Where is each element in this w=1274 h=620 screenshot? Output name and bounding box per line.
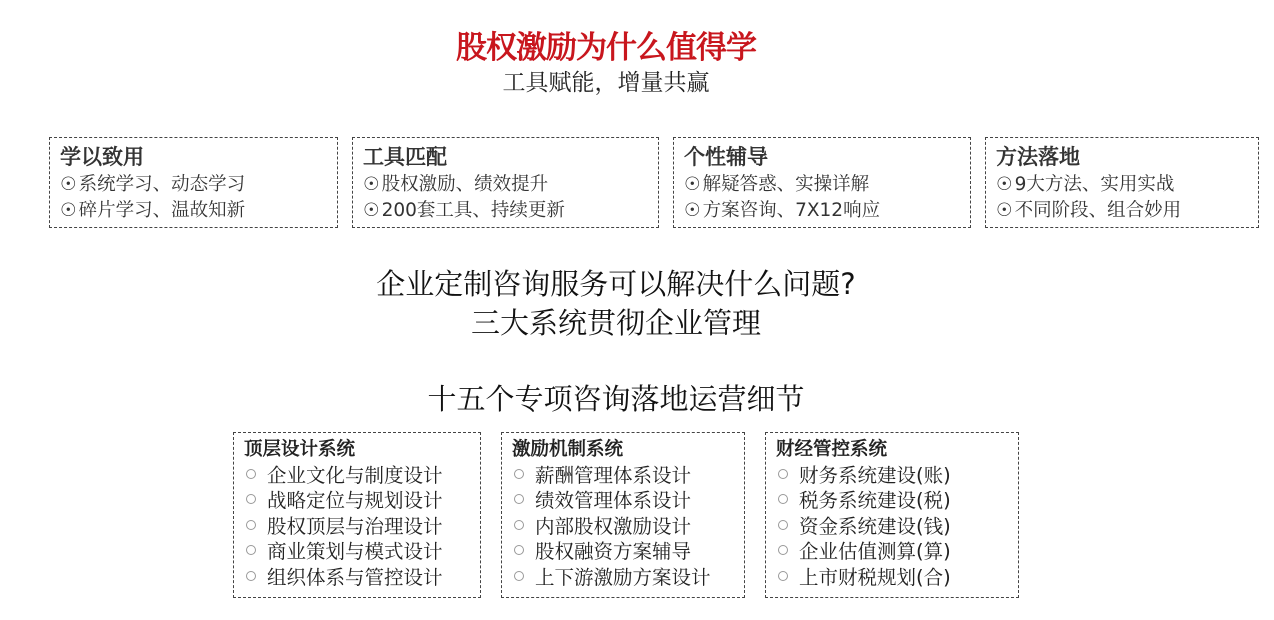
system-item — [244, 514, 470, 539]
circle-bullet-icon — [246, 494, 256, 504]
system-item-text: 股权融资方案辅导 — [535, 540, 692, 564]
feature-item-text: 系统学习、动态学习 — [78, 174, 246, 195]
system-item-text: 财务系统建设(账) — [799, 464, 951, 487]
system-title: 顶层设计系统 — [244, 439, 356, 460]
system-title: 激励机制系统 — [512, 439, 624, 460]
feature-title: 方法落地 — [996, 145, 1080, 169]
feature-item-text: 200套工具、持续更新 — [381, 200, 565, 221]
systems-heading: 三大系统贯彻企业管理 — [470, 306, 761, 340]
system-box-incentive — [501, 432, 745, 598]
feature-item-text: 不同阶段、组合妙用 — [1014, 200, 1182, 221]
system-item-text: 企业估值测算(算) — [799, 540, 951, 564]
circle-bullet-icon — [514, 469, 524, 479]
system-item — [512, 463, 734, 488]
system-item-text: 企业文化与制度设计 — [267, 464, 443, 487]
circle-bullet-icon — [514, 571, 524, 581]
feature-item — [363, 172, 648, 198]
system-item — [776, 463, 1008, 488]
feature-item-text: 方案咨询、7X12响应 — [702, 200, 881, 221]
system-item — [776, 565, 1008, 590]
page-title: 股权激励为什么值得学 — [456, 30, 756, 66]
system-item — [512, 514, 734, 539]
system-item — [244, 565, 470, 590]
feature-item-text: 碎片学习、温故知新 — [78, 200, 246, 221]
circle-bullet-icon — [778, 545, 788, 555]
circle-bullet-icon — [514, 494, 524, 504]
feature-box-methods — [985, 137, 1259, 228]
system-item-text: 薪酬管理体系设计 — [535, 464, 692, 487]
system-item-text: 战略定位与规划设计 — [267, 489, 443, 513]
feature-item-text: 股权激励、绩效提升 — [381, 174, 549, 195]
system-item-text: 上下游激励方案设计 — [535, 565, 711, 589]
system-item — [512, 488, 734, 513]
circled-dot-icon: ☉ — [684, 174, 701, 195]
system-item-text: 商业策划与模式设计 — [267, 540, 443, 564]
feature-item — [684, 198, 960, 224]
circle-bullet-icon — [246, 571, 256, 581]
feature-item-text: 9大方法、实用实战 — [1014, 174, 1175, 195]
feature-item — [684, 172, 960, 198]
circle-bullet-icon — [246, 545, 256, 555]
circle-bullet-icon — [246, 520, 256, 530]
circled-dot-icon: ☉ — [363, 200, 380, 221]
feature-item — [996, 198, 1248, 224]
feature-box-tools — [352, 137, 659, 228]
circle-bullet-icon — [514, 520, 524, 530]
system-item — [776, 514, 1008, 539]
feature-title: 工具匹配 — [363, 145, 447, 169]
feature-item — [60, 172, 327, 198]
page-subtitle: 工具赋能，增量共赢 — [502, 70, 710, 96]
system-item — [512, 565, 734, 590]
feature-title: 个性辅导 — [684, 145, 768, 169]
circled-dot-icon: ☉ — [684, 200, 701, 221]
system-item — [244, 488, 470, 513]
question-heading: 企业定制咨询服务可以解决什么问题? — [376, 267, 856, 301]
system-item-text: 绩效管理体系设计 — [535, 489, 692, 513]
feature-box-learning — [49, 137, 338, 228]
circle-bullet-icon — [778, 571, 788, 581]
circle-bullet-icon — [246, 469, 256, 479]
system-item-text: 组织体系与管控设计 — [267, 565, 443, 589]
circle-bullet-icon — [778, 520, 788, 530]
circled-dot-icon: ☉ — [60, 174, 77, 195]
circled-dot-icon: ☉ — [996, 174, 1013, 195]
system-item-text: 内部股权激励设计 — [535, 514, 692, 538]
system-item — [512, 539, 734, 564]
circled-dot-icon: ☉ — [996, 200, 1013, 221]
details-heading: 十五个专项咨询落地运营细节 — [427, 382, 805, 416]
circled-dot-icon: ☉ — [60, 200, 77, 221]
circle-bullet-icon — [778, 469, 788, 479]
system-item — [776, 539, 1008, 564]
circle-bullet-icon — [514, 545, 524, 555]
system-item — [244, 539, 470, 564]
circled-dot-icon: ☉ — [363, 174, 380, 195]
feature-item-text: 解疑答惑、实操详解 — [702, 174, 870, 195]
feature-item — [363, 198, 648, 224]
system-item-text: 上市财税规划(合) — [799, 565, 951, 589]
system-box-top-level — [233, 432, 481, 598]
system-item — [244, 463, 470, 488]
system-item — [776, 488, 1008, 513]
system-item-text: 资金系统建设(钱) — [799, 514, 951, 538]
system-title: 财经管控系统 — [776, 439, 888, 460]
feature-box-coaching — [673, 137, 971, 228]
circle-bullet-icon — [778, 494, 788, 504]
feature-item — [996, 172, 1248, 198]
system-box-finance — [765, 432, 1019, 598]
system-item-text: 税务系统建设(税) — [799, 489, 951, 513]
feature-title: 学以致用 — [60, 145, 144, 169]
system-item-text: 股权顶层与治理设计 — [267, 514, 443, 538]
feature-item — [60, 198, 327, 224]
